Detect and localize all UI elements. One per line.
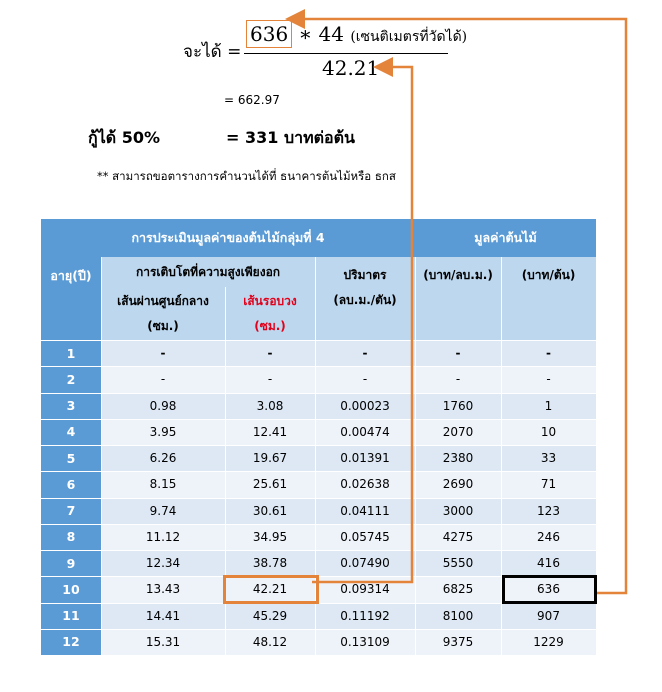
table-cell: 25.61 <box>225 471 315 497</box>
table-cell: 45.29 <box>225 603 315 629</box>
numerator-multiplier: ∗ 44 <box>298 22 344 46</box>
table-cell: 8100 <box>415 603 501 629</box>
table-row-age: 3 <box>41 393 101 419</box>
table-cell: 1 <box>501 393 596 419</box>
table-cell: 33 <box>501 445 596 471</box>
formula-label: จะได้ = <box>183 42 242 62</box>
table-cell: 12.41 <box>225 419 315 445</box>
table-cell: 38.78 <box>225 550 315 576</box>
table-row-age: 8 <box>41 524 101 550</box>
table-title-left: การประเมินมูลค่าของต้นไม้กลุ่มที่ 4 <box>41 219 415 257</box>
table-cell: 6.26 <box>101 445 225 471</box>
numerator-boxed-value: 636 <box>246 20 292 48</box>
table-cell: 0.02638 <box>315 471 415 497</box>
table-cell: 123 <box>501 498 596 524</box>
table-cell: 2380 <box>415 445 501 471</box>
table-cell: 0.00474 <box>315 419 415 445</box>
table-cell: - <box>315 340 415 366</box>
col-circumference-unit: (ซม.) <box>254 318 286 333</box>
table-row-age: 12 <box>41 629 101 655</box>
table-cell: 15.31 <box>101 629 225 655</box>
table-cell: 636 <box>501 576 596 602</box>
table-cell: 0.13109 <box>315 629 415 655</box>
col-diameter-unit: (ซม.) <box>147 318 179 333</box>
table-cell: 10 <box>501 419 596 445</box>
col-circumference-label: เส้นรอบวง <box>243 293 297 308</box>
table-cell: 30.61 <box>225 498 315 524</box>
table-cell: - <box>315 366 415 392</box>
table-cell: 48.12 <box>225 629 315 655</box>
table-cell: - <box>225 366 315 392</box>
table-cell: 0.05745 <box>315 524 415 550</box>
col-diameter-label: เส้นผ่านศูนย์กลาง <box>117 293 209 308</box>
table-cell: 3000 <box>415 498 501 524</box>
table-row-age: 11 <box>41 603 101 629</box>
table-row-age: 2 <box>41 366 101 392</box>
table-cell: 71 <box>501 471 596 497</box>
table-cell: 0.11192 <box>315 603 415 629</box>
table-row-age: 4 <box>41 419 101 445</box>
table-row-age: 10 <box>41 576 101 602</box>
table-cell: 416 <box>501 550 596 576</box>
col-growth-header: การเติบโตที่ความสูงเพียงอก <box>101 257 315 287</box>
table-cell: 0.98 <box>101 393 225 419</box>
table-cell: 4275 <box>415 524 501 550</box>
table-cell: 1229 <box>501 629 596 655</box>
footnote: ** สามารถขอตารางการคำนวนได้ที่ ธนาคารต้นไม้หรือ ธกส <box>97 169 396 183</box>
table-cell: 907 <box>501 603 596 629</box>
table-cell: - <box>225 340 315 366</box>
table-cell: 42.21 <box>225 576 315 602</box>
table-cell: 0.04111 <box>315 498 415 524</box>
arrow-636 <box>290 19 626 593</box>
loan-value: = 331 บาทต่อต้น <box>226 128 355 147</box>
table-cell: - <box>501 366 596 392</box>
table-cell: 2690 <box>415 471 501 497</box>
table-row-age: 5 <box>41 445 101 471</box>
table-cell: 2070 <box>415 419 501 445</box>
loan-label: กู้ได้ 50% <box>88 128 160 147</box>
table-cell: - <box>101 340 225 366</box>
table-cell: 0.00023 <box>315 393 415 419</box>
table-cell: 13.43 <box>101 576 225 602</box>
table-cell: 19.67 <box>225 445 315 471</box>
col-price-tree-header: (บาท/ต้น) <box>501 257 596 340</box>
col-volume-label: ปริมาตร <box>343 268 387 282</box>
table-row-age: 6 <box>41 471 101 497</box>
table-cell: - <box>415 340 501 366</box>
table-row-age: 7 <box>41 498 101 524</box>
table-cell: 14.41 <box>101 603 225 629</box>
table-cell: 34.95 <box>225 524 315 550</box>
col-price-m3-header: (บาท/ลบ.ม.) <box>415 257 501 340</box>
table-cell: 3.95 <box>101 419 225 445</box>
col-volume-unit: (ลบ.ม./ตัน) <box>333 293 397 307</box>
table-cell: 11.12 <box>101 524 225 550</box>
numerator-unit: (เซนติเมตรที่วัดได้) <box>350 29 468 45</box>
table-cell: 1760 <box>415 393 501 419</box>
table-cell: 8.15 <box>101 471 225 497</box>
table-cell: 6825 <box>415 576 501 602</box>
table-cell: 246 <box>501 524 596 550</box>
table-cell: 0.07490 <box>315 550 415 576</box>
formula-denominator: 42.21 <box>322 56 380 80</box>
table-cell: 3.08 <box>225 393 315 419</box>
table-title-right: มูลค่าต้นไม้ <box>415 219 596 257</box>
table-cell: 5550 <box>415 550 501 576</box>
table-cell: - <box>415 366 501 392</box>
table-cell: 9375 <box>415 629 501 655</box>
table-cell: 12.34 <box>101 550 225 576</box>
table-cell: 0.01391 <box>315 445 415 471</box>
table-cell: - <box>501 340 596 366</box>
formula-result: = 662.97 <box>224 93 280 107</box>
arrow-4221 <box>312 67 412 582</box>
table-cell: 9.74 <box>101 498 225 524</box>
table-cell: - <box>101 366 225 392</box>
table-row-age: 9 <box>41 550 101 576</box>
table-cell: 0.09314 <box>315 576 415 602</box>
col-age-header: อายุ(ปี) <box>41 257 101 340</box>
table-row-age: 1 <box>41 340 101 366</box>
